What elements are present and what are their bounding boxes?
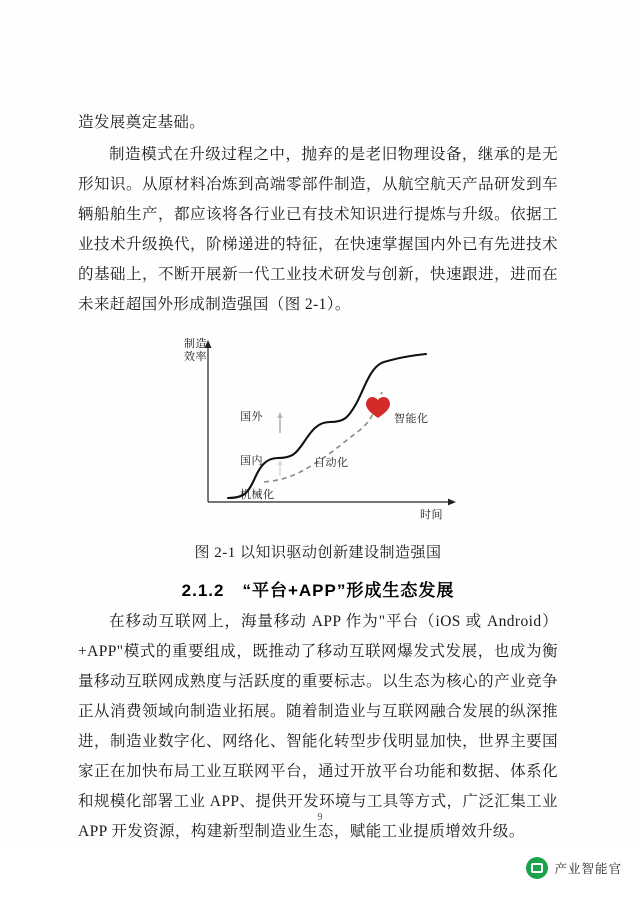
- page-footer: [0, 845, 640, 905]
- label-automation: 自动化: [314, 457, 349, 469]
- label-intelligent: 智能化: [394, 413, 429, 425]
- label-domestic: 国内: [240, 455, 263, 467]
- section-heading: [78, 576, 558, 601]
- page-content: [78, 108, 558, 849]
- label-overseas: 国外: [240, 411, 263, 423]
- section-number: 2.1.2: [181, 581, 225, 600]
- account-name: 产业智能官: [554, 862, 622, 876]
- figure-container: [78, 330, 558, 535]
- section-title: “平台+APP”形成生态发展: [242, 581, 455, 600]
- wechat-green-logo-icon: [526, 857, 548, 879]
- figure-2-1: [168, 330, 468, 535]
- paragraph-3: 在移动互联网上，海量移动 APP 作为"平台（iOS 或 Android）+APP"模式的重要组成，既推动了移动互联网爆发式发展，也成为衡量移动互联网成熟度与活跃度的重要标志。以生态为核心的产业竞争正从消费领域向制造业拓展。随着制造业与互联网融合发展的纵深推进，制造业数字化、网络化、智能化转型步伐明显加快，世界主要国家正在加快布局工业互联网平台，通过开放平台功能和数据、体系化和规模化部署工业 APP、提供开发环境与工具等方式，广泛汇集工业 APP 开发资源，构建新型制造业生态，赋能工业提质增效升级。: [78, 613, 558, 840]
- x-axis-label: 时间: [420, 509, 443, 521]
- y-axis-label: 制造 效率: [184, 338, 207, 363]
- wechat-account-badge: [526, 857, 622, 879]
- figure-svg: [168, 330, 468, 535]
- paragraph-2: 制造模式在升级过程之中，抛弃的是老旧物理设备，继承的是无形知识。从原材料冶炼到高端零部件制造，从航空航天产品研发到车辆船舶生产，都应该将各行业已有技术知识进行提炼与升级。依据工业技术升级换代，阶梯递进的特征，在快速掌握国内外已有先进技术的基础上，不断开展新一代工业技术研发与创新，快速跟进，进而在未来赶超国外形成制造强国（图 2-1）。: [78, 146, 558, 313]
- red-heart-marker: [366, 397, 390, 418]
- page-number: 9: [317, 812, 323, 823]
- label-mechanization: 机械化: [240, 489, 275, 501]
- figure-caption: 图 2-1 以知识驱动创新建设制造强国: [194, 545, 442, 561]
- paragraph-1: 造发展奠定基础。: [78, 114, 206, 131]
